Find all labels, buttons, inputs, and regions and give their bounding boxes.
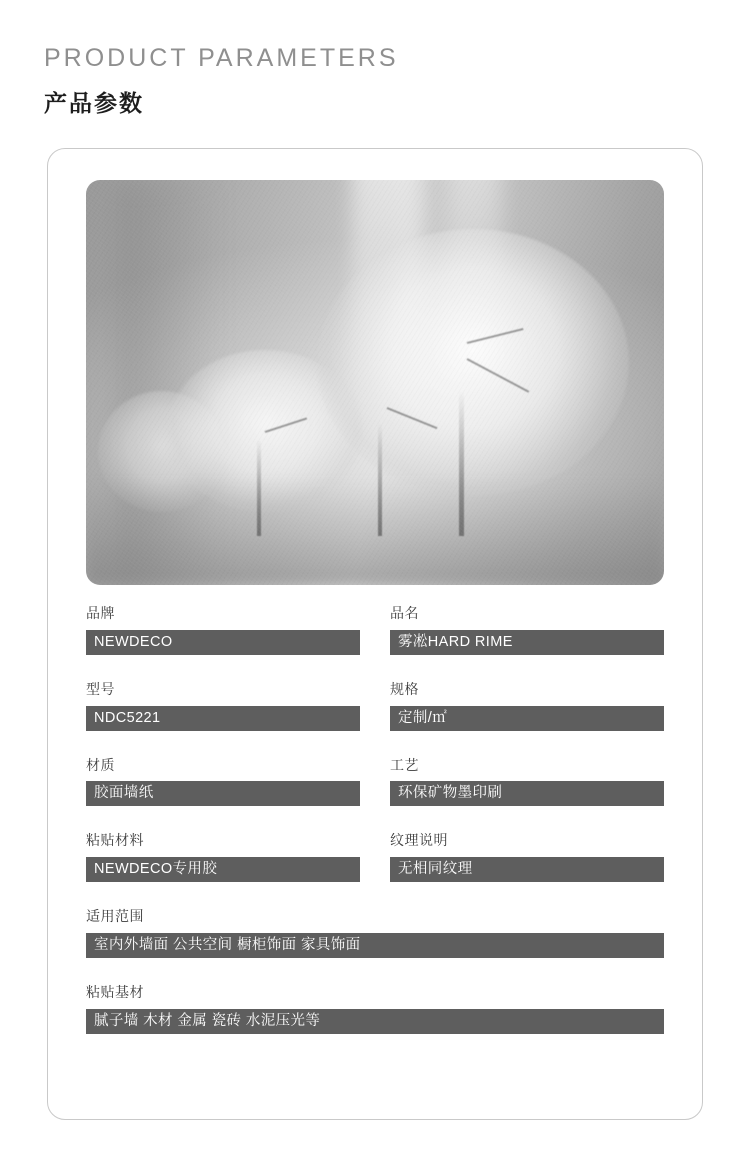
spec-cell-texture-note bbox=[390, 832, 664, 882]
spec-cell-process bbox=[390, 757, 664, 807]
spec-table bbox=[86, 605, 664, 1060]
spec-cell-material bbox=[86, 757, 360, 807]
page-header bbox=[0, 0, 750, 118]
spec-value: NEWDECO专用胶 bbox=[86, 857, 360, 882]
product-image bbox=[86, 180, 664, 585]
spec-value: 定制/㎡ bbox=[390, 706, 664, 731]
spec-cell-brand bbox=[86, 605, 360, 655]
spec-value: NDC5221 bbox=[86, 706, 360, 731]
spec-value: 室内外墙面 公共空间 橱柜饰面 家具饰面 bbox=[86, 933, 664, 958]
spec-cell-specification bbox=[390, 681, 664, 731]
product-image-canvas bbox=[86, 180, 664, 585]
spec-value: 雾凇HARD RIME bbox=[390, 630, 664, 655]
spec-cell-model bbox=[86, 681, 360, 731]
spec-label: 粘贴基材 bbox=[86, 983, 144, 1000]
spec-label: 粘贴材料 bbox=[86, 832, 144, 849]
spec-label: 型号 bbox=[86, 680, 115, 697]
spec-cell-adhesive bbox=[86, 832, 360, 882]
spec-row bbox=[86, 757, 664, 807]
spec-row bbox=[86, 984, 664, 1034]
spec-label: 材质 bbox=[86, 756, 115, 773]
spec-value: NEWDECO bbox=[86, 630, 360, 655]
spec-label: 品名 bbox=[390, 605, 419, 621]
spec-label: 工艺 bbox=[390, 756, 419, 773]
spec-label: 纹理说明 bbox=[390, 832, 448, 849]
spec-cell-application-scope bbox=[86, 908, 664, 958]
spec-label: 品牌 bbox=[86, 605, 115, 621]
page-title-en: PRODUCT PARAMETERS bbox=[44, 44, 399, 72]
spec-cell-product-name bbox=[390, 605, 664, 655]
spec-label: 适用范围 bbox=[86, 908, 144, 925]
spec-row bbox=[86, 908, 664, 958]
spec-row bbox=[86, 605, 664, 655]
spec-value: 环保矿物墨印刷 bbox=[390, 781, 664, 806]
spec-label: 规格 bbox=[390, 680, 419, 697]
texture-grain bbox=[86, 180, 664, 585]
spec-value: 胶面墙纸 bbox=[86, 781, 360, 806]
page-title-cn: 产品参数 bbox=[44, 89, 144, 116]
spec-row bbox=[86, 681, 664, 731]
spec-value: 无相同纹理 bbox=[390, 857, 664, 882]
spec-value: 腻子墙 木材 金属 瓷砖 水泥压光等 bbox=[86, 1009, 664, 1034]
spec-cell-substrate bbox=[86, 984, 664, 1034]
spec-row bbox=[86, 832, 664, 882]
parameters-card bbox=[47, 148, 703, 1120]
